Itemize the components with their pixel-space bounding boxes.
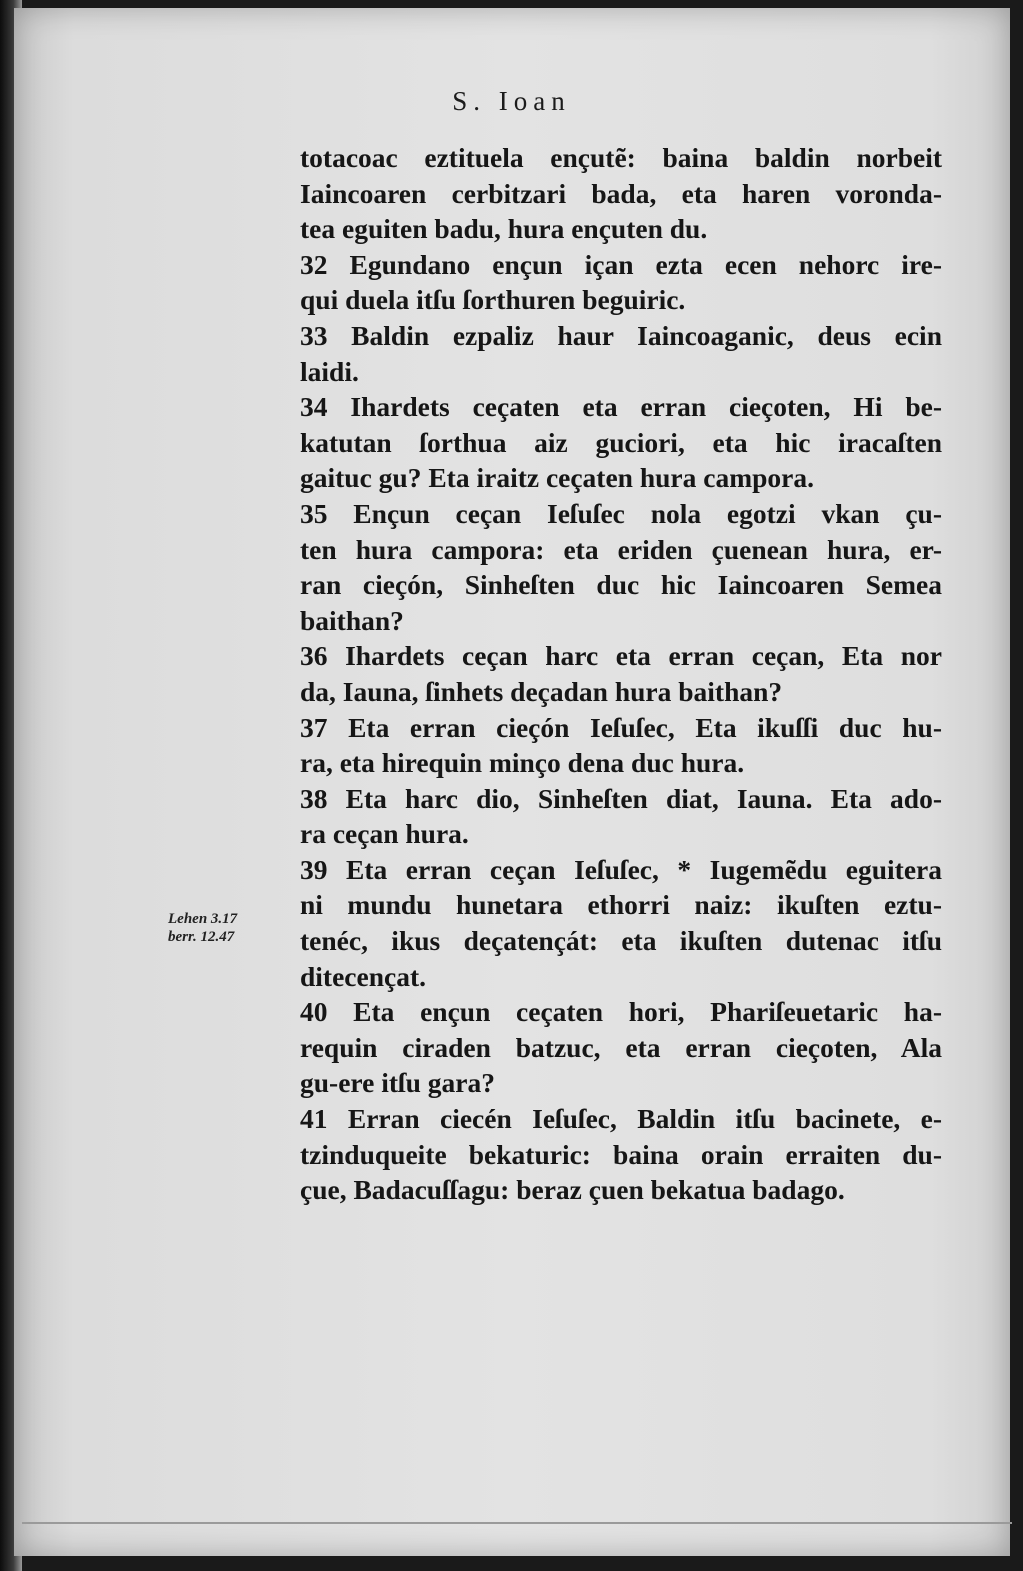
text-line: 33 Baldin ezpaliz haur Iaincoaganic, deus ecin [300, 319, 942, 351]
text-line: requin ciraden batzuc, eta erran cieçoten, Ala [300, 1031, 942, 1063]
text-line: baithan? [300, 604, 404, 636]
text-line: tzinduqueite bekaturic: baina orain erraiten du- [300, 1138, 942, 1170]
text-line: katutan ſorthua aiz guciori, eta hic iracaſten [300, 426, 942, 458]
text-line: ra ceçan hura. [300, 818, 469, 850]
page-header: S. Ioan [452, 86, 571, 116]
page-bottom-edge [22, 1522, 1012, 1524]
body-text [300, 140, 942, 1208]
text-line: ditecençat. [300, 960, 426, 992]
text-line: 35 Ençun ceçan Ieſuſec nola egotzi vkan çu- [300, 497, 942, 529]
text-line: ran cieçón, Sinheſten duc hic Iaincoaren Semea [300, 569, 942, 601]
text-line: 38 Eta harc dio, Sinheſten diat, Iauna. Eta ado- [300, 782, 942, 814]
text-line: ra, eta hirequin minço dena duc hura. [300, 747, 745, 779]
text-line: çue, Badacuſſagu: beraz çuen bekatua badago. [300, 1174, 845, 1206]
text-line: Iaincoaren cerbitzari bada, eta haren voronda- [300, 177, 942, 209]
text-line: 39 Eta erran ceçan Ieſuſec, * Iugemẽdu eguitera [300, 853, 942, 885]
text-line: gaituc gu? Eta iraitz ceçaten hura campora. [300, 462, 815, 494]
text-line: totacoac eztituela ençutẽ: baina baldin norbeit [300, 142, 942, 173]
text-line: gu-ere itſu gara? [300, 1067, 496, 1099]
text-line: tenéc, ikus deçatençát: eta ikuſten dutenac itſu [300, 925, 942, 957]
text-line: 40 Eta ençun ceçaten hori, Phariſeuetaric ha- [300, 996, 942, 1028]
text-line: 32 Egundano ençun içan ezta ecen nehorc ire- [300, 248, 942, 280]
text-line: tea eguiten badu, hura ençuten du. [300, 213, 708, 245]
margin-reference-line: Lehen 3.17 [168, 911, 238, 927]
text-line: qui duela itſu ſorthuren beguiric. [300, 284, 686, 316]
margin-reference-line: berr. 12.47 [168, 929, 235, 945]
text-line: 37 Eta erran cieçón Ieſuſec, Eta ikuſſi duc hu- [300, 711, 942, 743]
text-line: ten hura campora: eta eriden çuenean hura, er- [300, 533, 942, 565]
text-line: 36 Ihardets ceçan harc eta erran ceçan, Eta nor [300, 640, 942, 672]
text-line: da, Iauna, ſinhets deçadan hura baithan? [300, 675, 783, 707]
margin-reference [168, 910, 288, 946]
text-line: 41 Erran ciecén Ieſuſec, Baldin itſu bacinete, e- [300, 1103, 942, 1135]
text-line: ni mundu hunetara ethorri naiz: ikuſten eztu- [300, 889, 942, 921]
text-line: 34 Ihardets ceçaten eta erran cieçoten, Hi be- [300, 391, 942, 423]
text-line: laidi. [300, 355, 359, 387]
